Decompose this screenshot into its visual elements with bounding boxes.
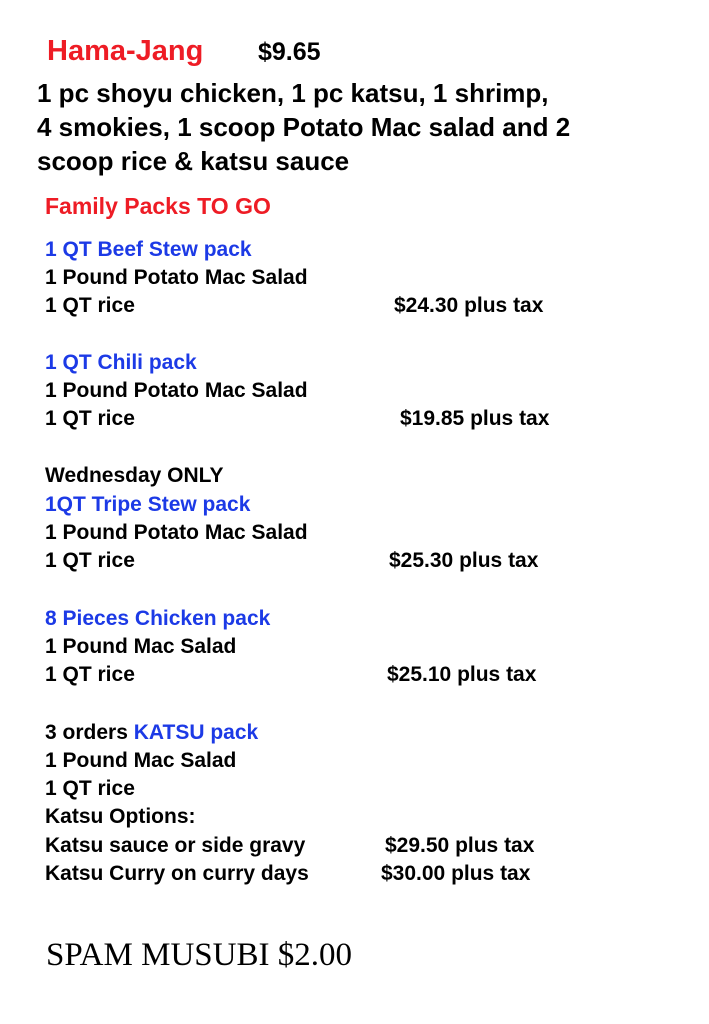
page-title: Hama-Jang: [47, 35, 204, 67]
katsu-option-price: $29.50 plus tax: [385, 834, 535, 857]
pack-price-chicken: $25.10 plus tax: [387, 663, 537, 686]
spam-musubi-item: SPAM MUSUBI $2.00: [46, 937, 352, 973]
pack-item: 1 QT rice: [45, 663, 135, 686]
pack-prefix-katsu: 3 orders: [45, 721, 134, 744]
katsu-options-label: Katsu Options:: [45, 805, 196, 828]
pack-item: 1 Pound Mac Salad: [45, 635, 237, 658]
pack-item: 1 QT rice: [45, 407, 135, 430]
pack-item: 1 QT rice: [45, 549, 135, 572]
pack-name-tripe: 1QT Tripe Stew pack: [45, 493, 251, 516]
pack-name-katsu: KATSU pack: [133, 721, 259, 744]
pack-price-beef: $24.30 plus tax: [394, 294, 544, 317]
description-line: 4 smokies, 1 scoop Potato Mac salad and 2: [37, 112, 571, 142]
pack-note-wednesday: Wednesday ONLY: [45, 464, 224, 487]
pack-name-beef: 1 QT Beef Stew pack: [45, 238, 252, 261]
pack-name-chicken: 8 Pieces Chicken pack: [45, 607, 271, 630]
pack-item: 1 Pound Potato Mac Salad: [45, 379, 308, 402]
katsu-option: Katsu sauce or side gravy: [45, 834, 306, 857]
pack-item: 1 QT rice: [45, 294, 135, 317]
description-line: scoop rice & katsu sauce: [37, 146, 350, 176]
pack-price-tripe: $25.30 plus tax: [389, 549, 539, 572]
pack-name-chili: 1 QT Chili pack: [45, 351, 197, 374]
description-line: 1 pc shoyu chicken, 1 pc katsu, 1 shrimp,: [37, 78, 549, 108]
katsu-option-price: $30.00 plus tax: [381, 862, 531, 885]
section-title: Family Packs TO GO: [45, 193, 271, 219]
title-price: $9.65: [258, 38, 321, 66]
pack-heading-katsu: [45, 719, 258, 747]
pack-item: 1 Pound Mac Salad: [45, 749, 237, 772]
pack-price-chili: $19.85 plus tax: [400, 407, 550, 430]
katsu-option: Katsu Curry on curry days: [45, 862, 309, 885]
pack-item: 1 Pound Potato Mac Salad: [45, 521, 308, 544]
pack-item: 1 Pound Potato Mac Salad: [45, 266, 308, 289]
pack-item: 1 QT rice: [45, 777, 135, 800]
